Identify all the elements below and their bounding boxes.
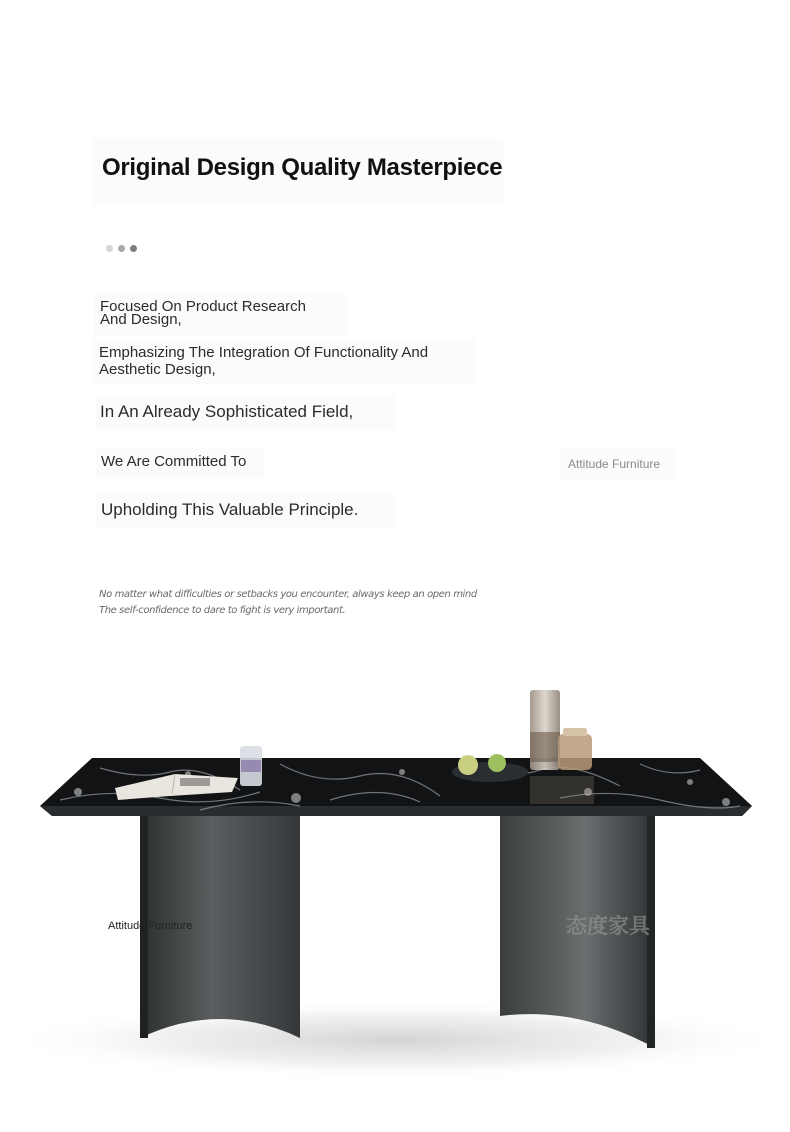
- watermark-right: 态度家具: [566, 914, 650, 938]
- watermark-left: Attitude Furniture: [108, 920, 193, 932]
- dot-3: [130, 245, 137, 252]
- quote-block: [99, 587, 477, 619]
- copy-line-1: [94, 294, 348, 336]
- copy-line-4: We Are Committed To: [95, 448, 265, 478]
- brand-label: Attitude Furniture: [560, 448, 675, 480]
- dot-2: [118, 245, 125, 252]
- short-vase: [558, 728, 592, 770]
- copy-line-2: [93, 340, 475, 384]
- copy-line-3: In An Already Sophisticated Field,: [95, 396, 395, 430]
- product-photo: [0, 660, 790, 1132]
- small-glass: [240, 746, 262, 786]
- floor-shadow: [5, 1000, 785, 1080]
- copy-line-1a: Focused On Product Research: [100, 298, 306, 315]
- dot-1: [106, 245, 113, 252]
- carousel-dots: [106, 245, 137, 252]
- copy-line-2a: Emphasizing The Integration Of Functionality And: [99, 344, 429, 361]
- copy-line-5: Upholding This Valuable Principle.: [95, 494, 395, 528]
- tall-vase: [530, 690, 560, 770]
- page-title: Original Design Quality Masterpiece: [93, 138, 503, 204]
- copy-line-2b: Aesthetic Design,: [99, 361, 216, 378]
- copy-line-1b: And Design,: [100, 311, 182, 328]
- quote-line-1: No matter what difficulties or setbacks you encounter, always keep an open mind: [99, 589, 477, 600]
- quote-line-2: The self-confidence to dare to fight is very important.: [99, 605, 346, 616]
